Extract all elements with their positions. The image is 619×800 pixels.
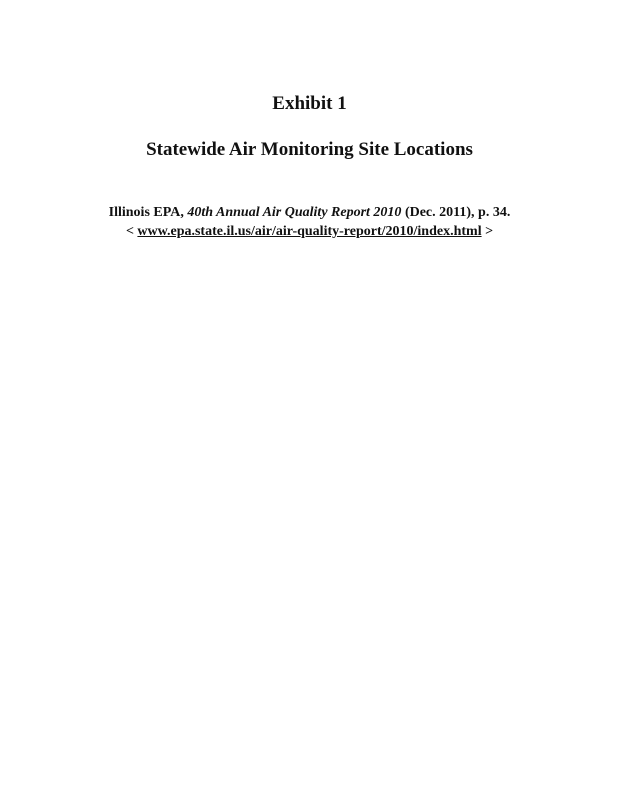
document-subtitle: Statewide Air Monitoring Site Locations xyxy=(146,139,473,160)
citation-line-1 xyxy=(0,203,619,222)
citation-report-title: 40th Annual Air Quality Report 2010 xyxy=(187,205,402,220)
citation-block xyxy=(0,203,619,241)
report-url-link[interactable]: www.epa.state.il.us/air/air-quality-report/2010/index.html xyxy=(137,224,482,239)
citation-line-2 xyxy=(0,222,619,241)
url-close-bracket: > xyxy=(485,224,494,239)
exhibit-title: Exhibit 1 xyxy=(272,93,347,114)
citation-date-page: (Dec. 2011), p. 34. xyxy=(404,205,511,220)
url-open-bracket: < xyxy=(125,224,134,239)
citation-author: Illinois EPA, xyxy=(108,205,184,220)
